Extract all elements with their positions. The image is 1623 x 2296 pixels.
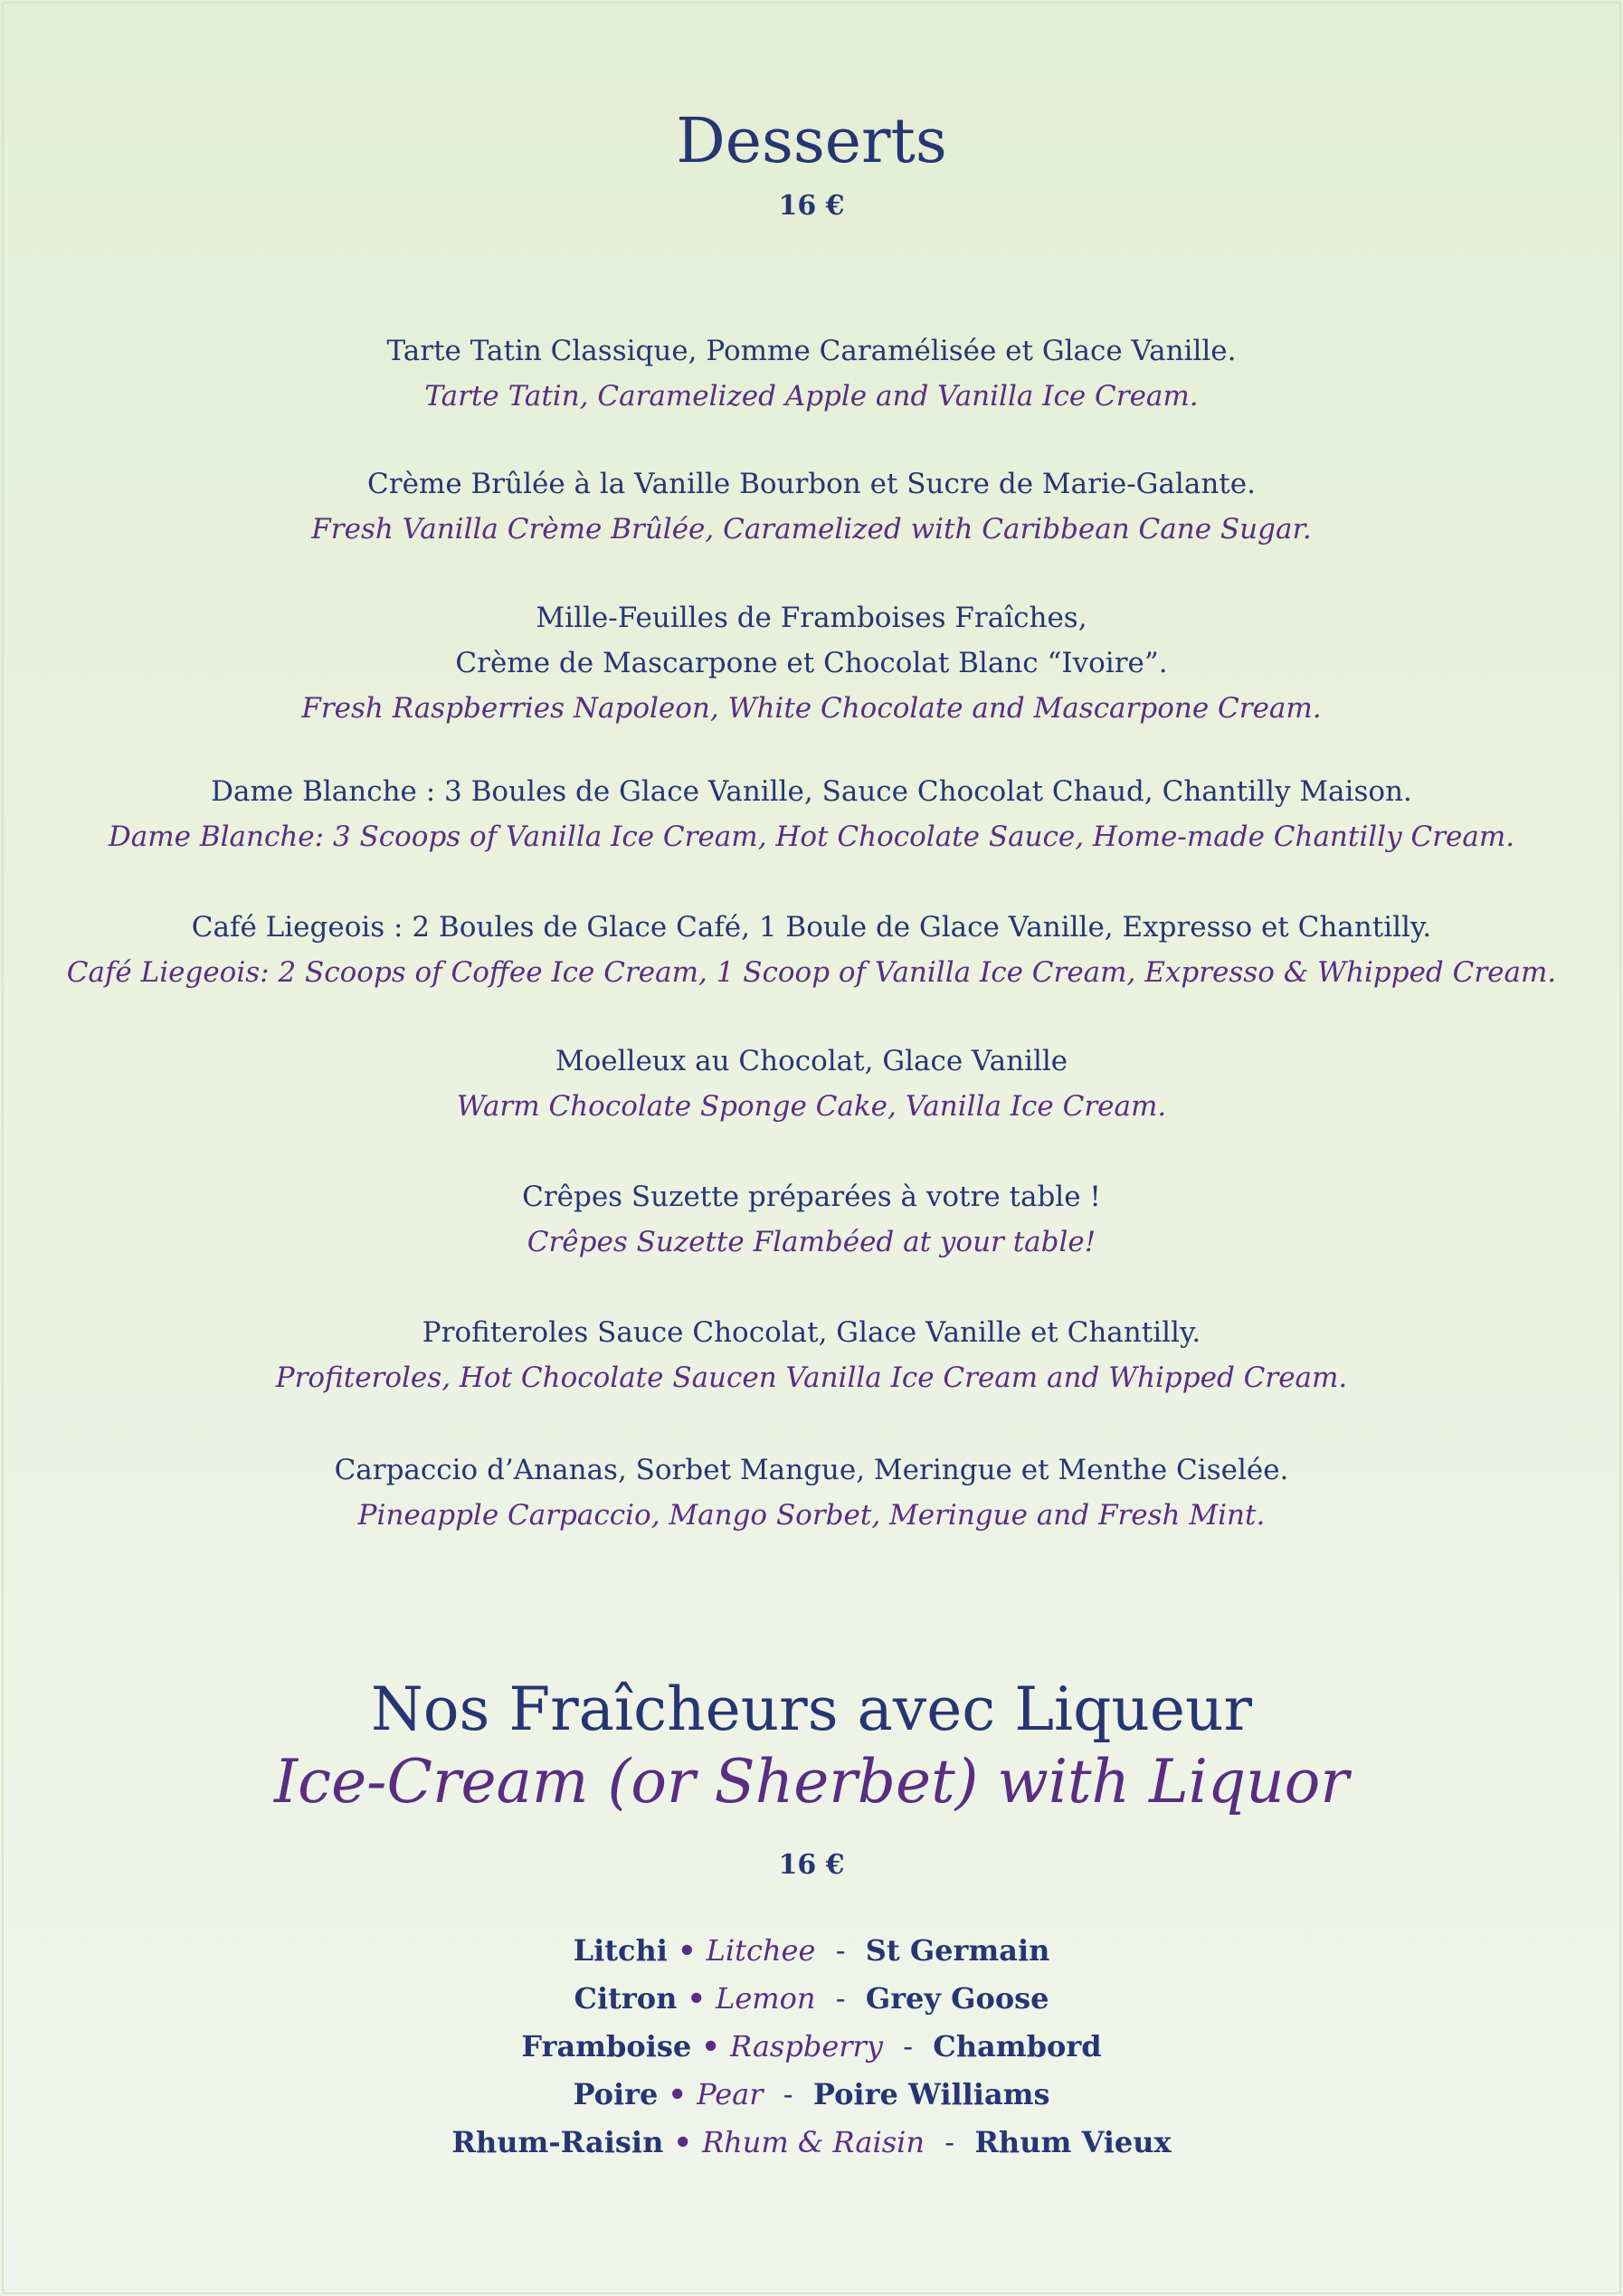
dash: - (835, 1933, 846, 1968)
dessert-fr: Profiteroles Sauce Chocolat, Glace Vanille et Chantilly. (422, 1316, 1201, 1349)
liquor-name: St Germain (865, 1933, 1050, 1968)
dessert-fr: Mille-Feuilles de Framboises Fraîches, (536, 602, 1087, 634)
flavor-fr: Poire (573, 2077, 659, 2111)
desserts-title: Desserts (676, 106, 947, 177)
dessert-item (0, 1039, 1623, 1129)
liqueur-list (0, 1927, 1623, 2167)
dash: - (903, 2029, 914, 2064)
liquor-name: Grey Goose (865, 1981, 1049, 2016)
flavor-fr: Citron (574, 1981, 678, 2016)
liquor-name: Poire Williams (812, 2077, 1050, 2111)
flavor-en: Rhum & Raisin (702, 2125, 925, 2159)
liqueur-price: 16 € (778, 1849, 845, 1881)
bullet: • (687, 1981, 706, 2016)
dessert-item (0, 461, 1623, 552)
flavor-en: Litchee (706, 1933, 816, 1968)
liqueur-title-fr: Nos Fraîcheurs avec Liqueur (370, 1675, 1252, 1744)
dessert-en: Café Liegeois: 2 Scoops of Coffee Ice Cream, 1 Scoop of Vanilla Ice Cream, Expresso & Whipped Cream. (66, 956, 1557, 989)
dessert-fr: Dame Blanche : 3 Boules de Glace Vanille, Sauce Chocolat Chaud, Chantilly Maison. (211, 775, 1412, 808)
flavor-en: Pear (697, 2077, 764, 2111)
flavor-fr: Rhum-Raisin (451, 2125, 664, 2159)
dessert-en: Tarte Tatin, Caramelized Apple and Vanilla Ice Cream. (424, 380, 1199, 413)
liqueur-item (0, 2071, 1623, 2119)
bullet: • (668, 2077, 687, 2111)
dessert-en: Pineapple Carpaccio, Mango Sorbet, Meringue and Fresh Mint. (357, 1499, 1266, 1532)
dessert-en: Fresh Vanilla Crème Brûlée, Caramelized with Caribbean Cane Sugar. (311, 513, 1312, 546)
dessert-fr: Carpaccio d’Ananas, Sorbet Mangue, Meringue et Menthe Ciselée. (334, 1454, 1289, 1486)
dessert-en: Warm Chocolate Sponge Cake, Vanilla Ice Cream. (456, 1090, 1167, 1123)
liqueur-item (0, 1975, 1623, 2023)
dessert-en: Crêpes Suzette Flambéed at your table! (527, 1226, 1096, 1258)
dessert-item (0, 328, 1623, 419)
liqueur-item (0, 2023, 1623, 2071)
dessert-fr: Tarte Tatin Classique, Pomme Caramélisée et Glace Vanille. (386, 335, 1237, 367)
dessert-fr: Crème de Mascarpone et Chocolat Blanc “Ivoire”. (455, 647, 1168, 679)
desserts-price: 16 € (778, 190, 845, 222)
liqueur-title-en: Ice-Cream (or Sherbet) with Liquor (274, 1747, 1349, 1817)
dessert-fr: Crêpes Suzette préparées à votre table ! (522, 1181, 1101, 1213)
dessert-en: Fresh Raspberries Napoleon, White Chocolate and Mascarpone Cream. (301, 692, 1322, 725)
dash: - (944, 2125, 955, 2159)
bullet: • (701, 2029, 720, 2064)
liquor-name: Rhum Vieux (974, 2125, 1172, 2159)
flavor-fr: Framboise (521, 2029, 692, 2064)
liqueur-item (0, 1927, 1623, 1975)
bullet: • (673, 2125, 692, 2159)
dessert-item (0, 1174, 1623, 1265)
dessert-item (0, 595, 1623, 731)
dessert-fr: Moelleux au Chocolat, Glace Vanille (555, 1045, 1068, 1077)
dessert-en: Profiteroles, Hot Chocolate Saucen Vanilla Ice Cream and Whipped Cream. (275, 1361, 1348, 1394)
dessert-fr: Café Liegeois : 2 Boules de Glace Café, 1 Boule de Glace Vanille, Expresso et Chantilly. (191, 911, 1432, 944)
dessert-fr: Crème Brûlée à la Vanille Bourbon et Sucre de Marie-Galante. (367, 468, 1256, 500)
dessert-item (0, 905, 1623, 995)
liquor-name: Chambord (933, 2029, 1102, 2064)
dessert-item (0, 1310, 1623, 1400)
flavor-en: Lemon (716, 1981, 816, 2016)
dash: - (783, 2077, 793, 2111)
dessert-item (0, 769, 1623, 859)
dessert-en: Dame Blanche: 3 Scoops of Vanilla Ice Cream, Hot Chocolate Sauce, Home-made Chantilly Cream. (108, 821, 1515, 853)
dash: - (835, 1981, 846, 2016)
bullet: • (678, 1933, 697, 1968)
dessert-item (0, 1447, 1623, 1538)
flavor-en: Raspberry (730, 2029, 883, 2064)
liqueur-item (0, 2119, 1623, 2167)
flavor-fr: Litchi (573, 1933, 668, 1968)
